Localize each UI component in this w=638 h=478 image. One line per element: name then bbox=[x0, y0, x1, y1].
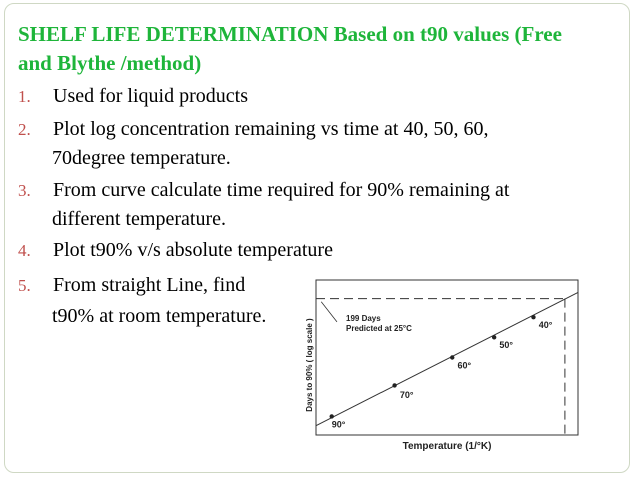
list-number: 3. bbox=[18, 181, 31, 200]
regression-line bbox=[316, 292, 578, 425]
list-text-continued: 70degree temperature. bbox=[52, 147, 231, 169]
list-number: 5. bbox=[18, 276, 31, 295]
plot-frame bbox=[316, 280, 578, 435]
point-label: 50° bbox=[499, 340, 514, 351]
data-point bbox=[450, 355, 454, 359]
annotation-pointer bbox=[321, 302, 337, 322]
list-number: 2. bbox=[18, 120, 31, 139]
slide-title bbox=[18, 20, 628, 78]
data-point bbox=[531, 315, 535, 319]
shelf-life-figure bbox=[304, 273, 614, 461]
list-number: 4. bbox=[18, 241, 31, 260]
list-text: From straight Line, find bbox=[53, 274, 246, 296]
slide-title-line-1: SHELF LIFE DETERMINATION Based on t90 values (Free bbox=[18, 22, 562, 46]
list-text: From curve calculate time required for 90% remaining at bbox=[53, 179, 510, 201]
list-text: Plot t90% v/s absolute temperature bbox=[53, 239, 333, 261]
list-number: 1. bbox=[18, 87, 31, 106]
list-text-continued: different temperature. bbox=[52, 208, 226, 230]
x-axis-label: Temperature (1/°K) bbox=[402, 441, 492, 452]
slide-title-line-2: and Blythe /method) bbox=[18, 51, 202, 75]
y-axis-label: Days to 90% ( log scale ) bbox=[305, 318, 314, 412]
point-label: 40° bbox=[538, 320, 553, 331]
list-text: Used for liquid products bbox=[53, 85, 248, 107]
list-text-continued: t90% at room temperature. bbox=[52, 305, 267, 327]
point-label: 60° bbox=[457, 360, 472, 371]
point-label: 90° bbox=[331, 419, 346, 430]
data-point bbox=[492, 335, 496, 339]
list-text: Plot log concentration remaining vs time at 40, 50, 60, bbox=[53, 118, 489, 140]
data-point bbox=[330, 414, 334, 418]
point-label: 70° bbox=[399, 389, 414, 400]
annotation-predicted: Predicted at 25°C bbox=[346, 324, 412, 333]
shelf-life-plot bbox=[304, 273, 614, 461]
data-point bbox=[392, 383, 396, 387]
annotation-days: 199 Days bbox=[346, 314, 381, 323]
